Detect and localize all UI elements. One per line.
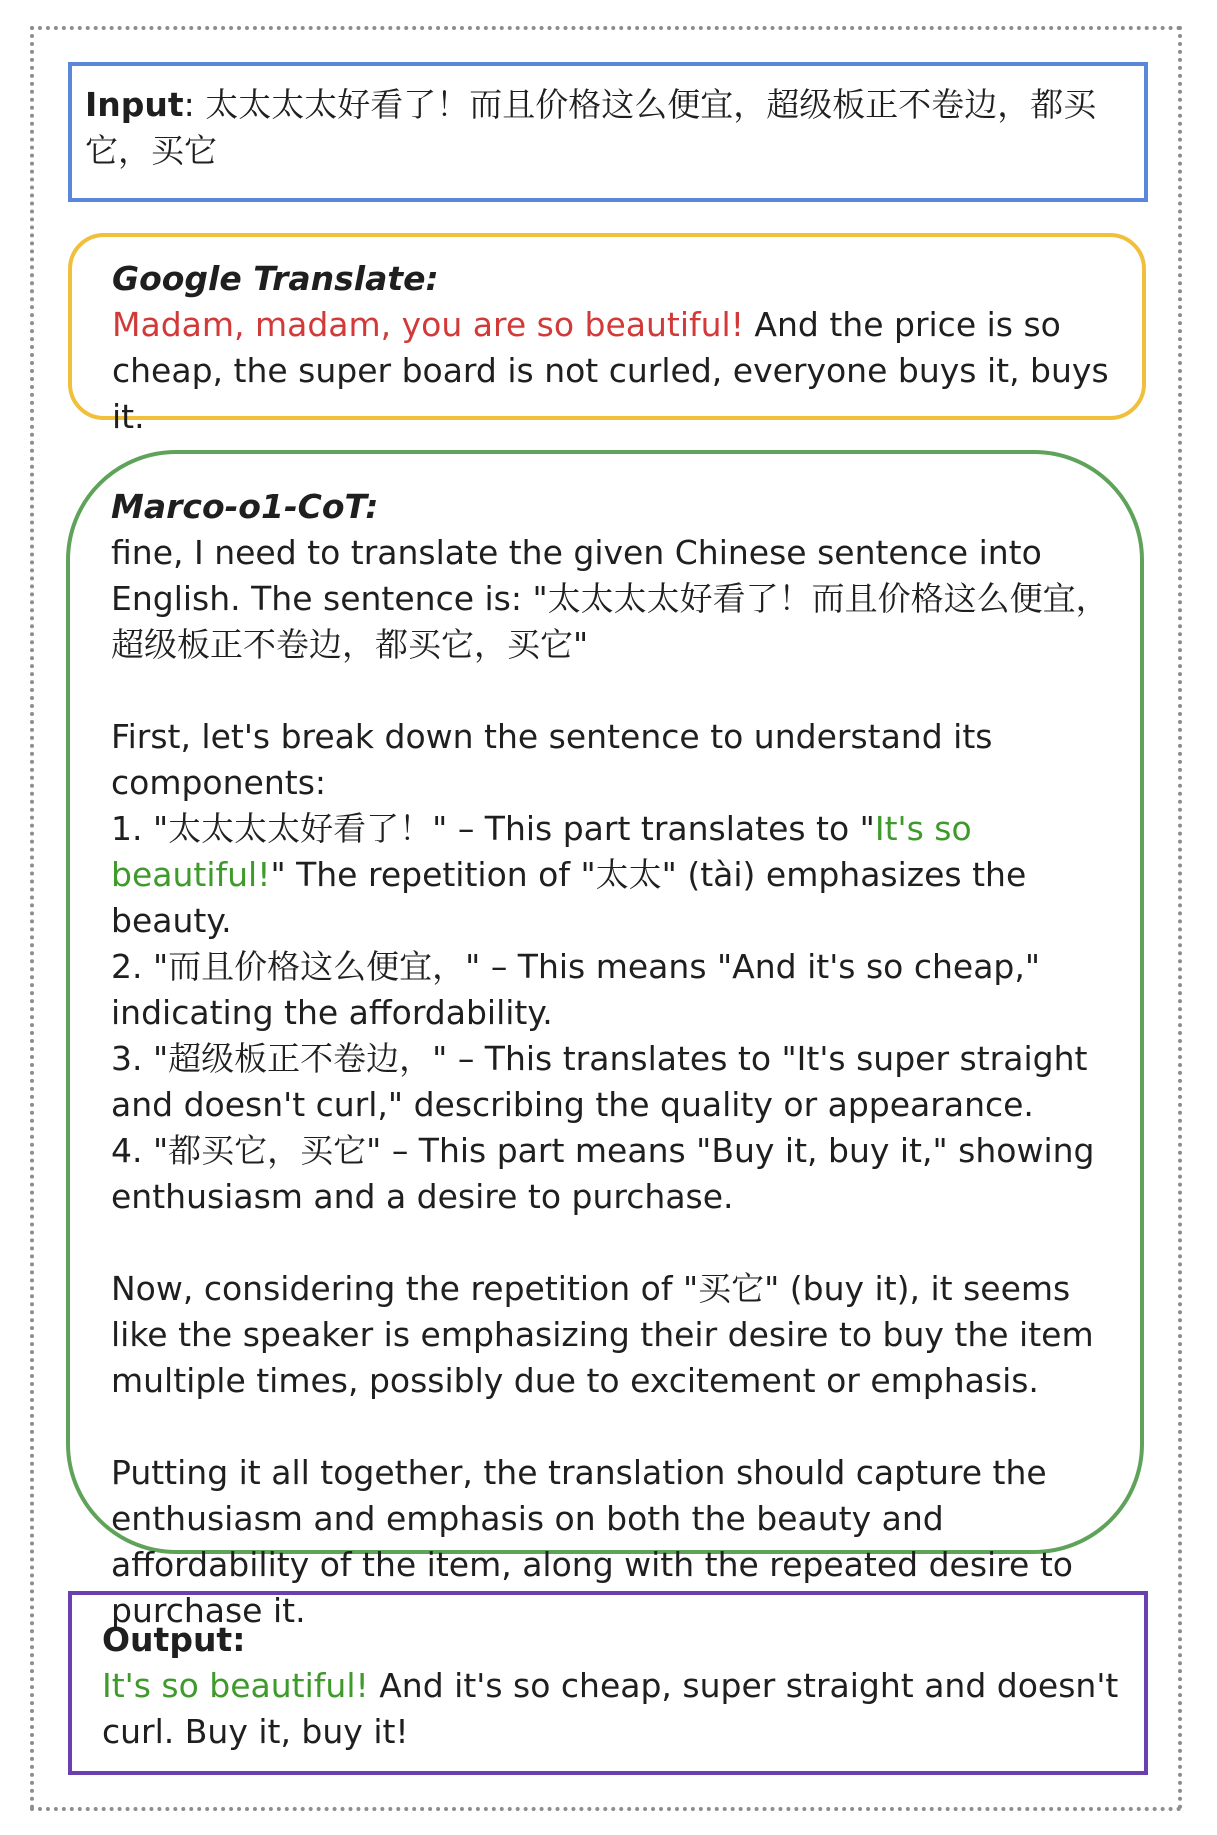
marco-paragraph-3: Putting it all together, the translation should capture the enthusiasm and emphasis on both the beauty and affordability of the item, along with the repeated desire to purchase it. xyxy=(111,1453,1073,1630)
marco-item-1-post: " The repetition of "太太" (tài) emphasizes the beauty. xyxy=(111,855,1027,940)
input-text xyxy=(85,82,1130,174)
marco-item-4: 4. "都买它，买它" – This part means "Buy it, buy it," showing enthusiasm and a desire to purchase. xyxy=(111,1131,1095,1216)
marco-item-3: 3. "超级板正不卷边，" – This translates to "It's super straight and doesn't curl," describing the quality or appearance. xyxy=(111,1039,1088,1124)
output-rest: And it's so cheap, super straight and doesn't curl. Buy it, buy it! xyxy=(102,1666,1119,1751)
input-box xyxy=(68,62,1148,202)
google-translate-mistranslation: Madam, madam, you are so beautiful! xyxy=(112,305,744,344)
output-box xyxy=(68,1591,1148,1775)
input-sentence: : 太太太太好看了！而且价格这么便宜，超级板正不卷边，都买它，买它 xyxy=(85,85,1097,170)
google-translate-rest: And the price is so cheap, the super board is not curled, everyone buys it, buys it. xyxy=(112,305,1109,436)
google-translate-title: Google Translate: xyxy=(112,259,439,298)
output-text xyxy=(102,1663,1130,1755)
marco-item-2: 2. "而且价格这么便宜，" – This means "And it's so cheap," indicating the affordability. xyxy=(111,947,1041,1032)
output-title: Output: xyxy=(102,1620,246,1659)
marco-item-1-highlight: It's so beautiful! xyxy=(111,809,972,894)
google-translate-box xyxy=(68,233,1146,436)
input-label: Input xyxy=(85,85,184,124)
marco-cot-title: Marco-o1-CoT: xyxy=(111,487,379,526)
marco-paragraph-2: Now, considering the repetition of "买它" (buy it), it seems like the speaker is emphasizing their desire to buy the item multiple times, possibly due to excitement or emphasis. xyxy=(111,1269,1094,1400)
marco-cot-box xyxy=(66,450,1144,1630)
marco-intro: fine, I need to translate the given Chinese sentence into English. The sentence is: "太太太太好看了！而且价格这么便宜，超级板正不卷边，都买它，买它" xyxy=(111,533,1109,664)
marco-breakdown-intro: First, let's break down the sentence to understand its components: xyxy=(111,717,993,802)
google-translate-text xyxy=(112,302,1128,440)
marco-item-1-pre: 1. "太太太太好看了！" – This part translates to " xyxy=(111,809,875,848)
marco-item-1 xyxy=(111,806,1126,944)
output-highlight: It's so beautiful! xyxy=(102,1666,369,1705)
